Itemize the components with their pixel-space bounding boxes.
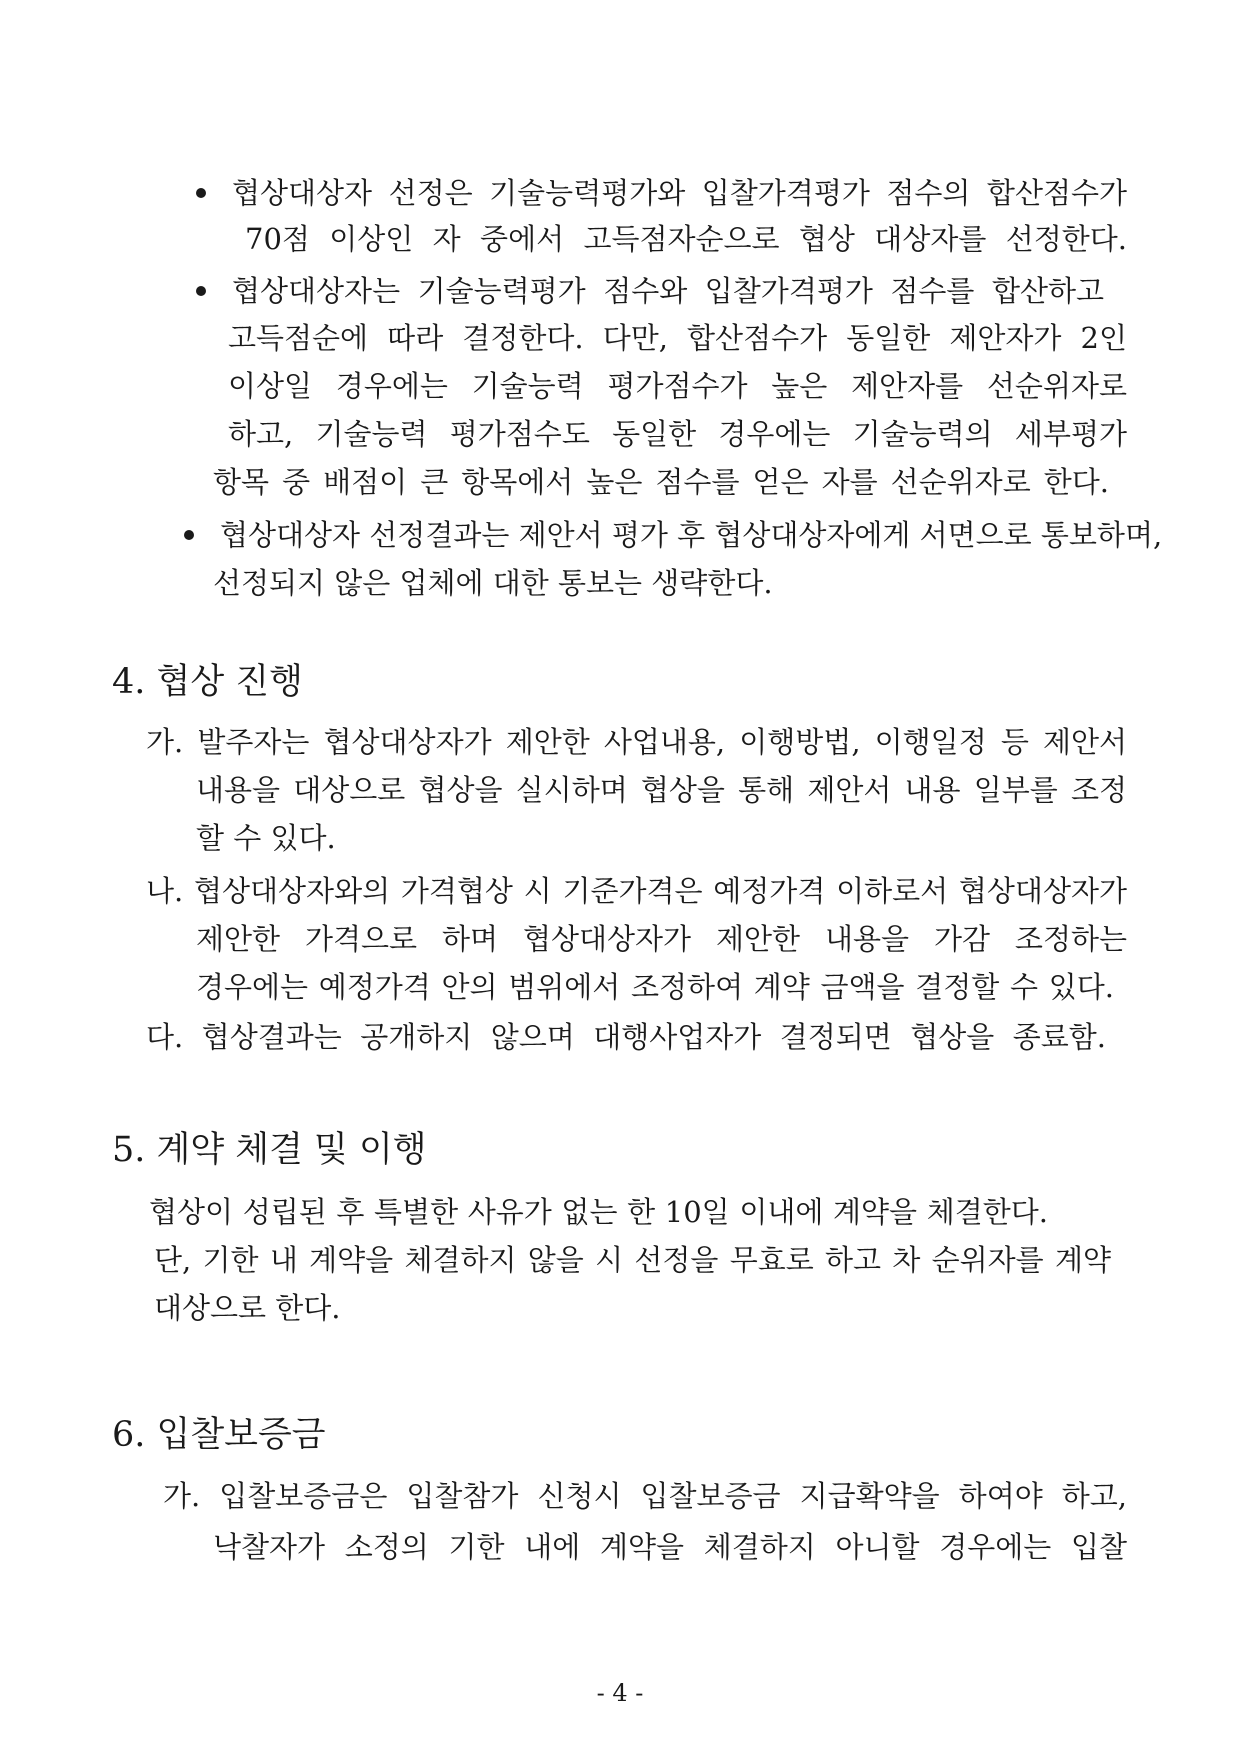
section-5-line-2: 단, 기한 내 계약을 체결하지 않을 시 선정을 무효로 하고 차 순위자를 계약 [154, 1243, 1111, 1277]
section-5-line-1: 협상이 성립된 후 특별한 사유가 없는 한 10일 이내에 계약을 체결한다. [149, 1195, 1048, 1229]
bullet-2-line-5: 항목 중 배점이 큰 항목에서 높은 점수를 얻은 자를 선순위자로 한다. [213, 465, 1109, 499]
bullet-2-line-2: 고득점순에 따라 결정한다. 다만, 합산점수가 동일한 제안자가 2인 [228, 321, 1127, 355]
bullet-marker [184, 530, 194, 540]
section-4-item-na-line-1: 나. 협상대상자와의 가격협상 시 기준가격은 예정가격 이하로서 협상대상자가 [146, 874, 1127, 908]
section-4-item-da-line-1: 다. 협상결과는 공개하지 않으며 대행사업자가 결정되면 협상을 종료함. [146, 1020, 1106, 1054]
section-6-item-ga-line-1: 가. 입찰보증금은 입찰참가 신청시 입찰보증금 지급확약을 하여야 하고, [163, 1479, 1127, 1513]
section-4-item-ga-line-3: 할 수 있다. [196, 821, 336, 855]
section-4-item-na-line-2: 제안한 가격으로 하며 협상대상자가 제안한 내용을 가감 조정하는 [196, 922, 1127, 956]
page-number: - 4 - [596, 1679, 644, 1707]
section-4-item-ga-line-2: 내용을 대상으로 협상을 실시하며 협상을 통해 제안서 내용 일부를 조정 [196, 773, 1127, 807]
section-5-line-3: 대상으로 한다. [154, 1291, 341, 1325]
bullet-1-line-1: 협상대상자 선정은 기술능력평가와 입찰가격평가 점수의 합산점수가 [232, 176, 1127, 210]
section-6-item-ga-line-2: 낙찰자가 소정의 기한 내에 계약을 체결하지 아니할 경우에는 입찰 [213, 1530, 1127, 1564]
bullet-1-line-2: 70점 이상인 자 중에서 고득점자순으로 협상 대상자를 선정한다. [245, 222, 1127, 256]
section-6-heading: 6. 입찰보증금 [112, 1415, 326, 1455]
section-5-heading: 5. 계약 체결 및 이행 [112, 1130, 427, 1170]
bullet-3-line-1: 협상대상자 선정결과는 제안서 평가 후 협상대상자에게 서면으로 통보하며, [220, 518, 1163, 552]
bullet-marker [196, 286, 206, 296]
bullet-3-line-2: 선정되지 않은 업체에 대한 통보는 생략한다. [213, 566, 773, 600]
bullet-marker [196, 188, 206, 198]
bullet-2-line-4: 하고, 기술능력 평가점수도 동일한 경우에는 기술능력의 세부평가 [228, 417, 1127, 451]
section-4-item-ga-line-1: 가. 발주자는 협상대상자가 제안한 사업내용, 이행방법, 이행일정 등 제안서 [146, 725, 1127, 759]
section-4-item-na-line-3: 경우에는 예정가격 안의 범위에서 조정하여 계약 금액을 결정할 수 있다. [196, 970, 1114, 1004]
bullet-2-line-1: 협상대상자는 기술능력평가 점수와 입찰가격평가 점수를 합산하고 [232, 274, 1104, 308]
section-4-heading: 4. 협상 진행 [112, 662, 303, 702]
bullet-2-line-3: 이상일 경우에는 기술능력 평가점수가 높은 제안자를 선순위자로 [228, 369, 1127, 403]
